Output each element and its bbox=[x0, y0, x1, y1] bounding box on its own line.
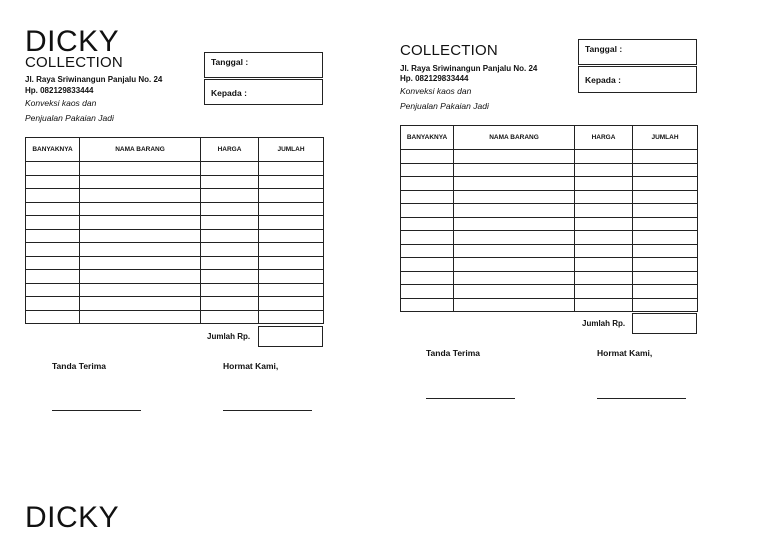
qty-cell[interactable] bbox=[401, 217, 454, 231]
table-row bbox=[401, 244, 698, 258]
amount-cell[interactable] bbox=[259, 162, 324, 176]
col-harga: HARGA bbox=[201, 138, 259, 162]
qty-cell[interactable] bbox=[26, 297, 80, 311]
item-name-cell[interactable] bbox=[80, 216, 201, 230]
price-cell[interactable] bbox=[201, 216, 259, 230]
amount-cell[interactable] bbox=[633, 204, 698, 218]
amount-cell[interactable] bbox=[259, 283, 324, 297]
jumlah-label: Jumlah Rp. bbox=[207, 332, 251, 341]
item-name-cell[interactable] bbox=[454, 244, 575, 258]
qty-cell[interactable] bbox=[401, 163, 454, 177]
store-address: Jl. Raya Sriwinangun Panjalu No. 24 bbox=[400, 64, 538, 73]
col-nama-barang: NAMA BARANG bbox=[454, 126, 575, 150]
table-row bbox=[401, 271, 698, 285]
price-cell[interactable] bbox=[575, 150, 633, 164]
table-row bbox=[401, 217, 698, 231]
qty-cell[interactable] bbox=[401, 150, 454, 164]
table-row bbox=[26, 310, 324, 324]
price-cell[interactable] bbox=[201, 297, 259, 311]
table-row bbox=[26, 175, 324, 189]
price-cell[interactable] bbox=[575, 231, 633, 245]
price-cell[interactable] bbox=[575, 298, 633, 312]
price-cell[interactable] bbox=[575, 163, 633, 177]
item-name-cell[interactable] bbox=[80, 310, 201, 324]
qty-cell[interactable] bbox=[26, 283, 80, 297]
qty-cell[interactable] bbox=[401, 271, 454, 285]
brand-subtitle: COLLECTION bbox=[400, 42, 498, 59]
qty-cell[interactable] bbox=[26, 243, 80, 257]
amount-cell[interactable] bbox=[259, 243, 324, 257]
signature-line-sender bbox=[597, 398, 686, 399]
price-cell[interactable] bbox=[575, 285, 633, 299]
price-cell[interactable] bbox=[575, 258, 633, 272]
amount-cell[interactable] bbox=[633, 271, 698, 285]
signature-line-receiver bbox=[426, 398, 515, 399]
amount-cell[interactable] bbox=[633, 150, 698, 164]
table-row bbox=[401, 150, 698, 164]
table-row bbox=[401, 177, 698, 191]
qty-cell[interactable] bbox=[26, 310, 80, 324]
qty-cell[interactable] bbox=[26, 175, 80, 189]
table-row bbox=[401, 204, 698, 218]
table-row bbox=[26, 283, 324, 297]
qty-cell[interactable] bbox=[26, 229, 80, 243]
item-name-cell[interactable] bbox=[454, 231, 575, 245]
hormat-kami-label: Hormat Kami, bbox=[223, 361, 279, 371]
table-row bbox=[26, 202, 324, 216]
jumlah-label: Jumlah Rp. bbox=[582, 319, 626, 328]
amount-cell[interactable] bbox=[633, 231, 698, 245]
col-banyaknya: BANYAKNYA bbox=[401, 126, 454, 150]
item-name-cell[interactable] bbox=[80, 270, 201, 284]
amount-cell[interactable] bbox=[259, 310, 324, 324]
qty-cell[interactable] bbox=[26, 202, 80, 216]
amount-cell[interactable] bbox=[259, 229, 324, 243]
price-cell[interactable] bbox=[575, 271, 633, 285]
amount-cell[interactable] bbox=[633, 298, 698, 312]
item-name-cell[interactable] bbox=[80, 229, 201, 243]
qty-cell[interactable] bbox=[26, 162, 80, 176]
item-name-cell[interactable] bbox=[454, 217, 575, 231]
table-row bbox=[401, 163, 698, 177]
price-cell[interactable] bbox=[575, 244, 633, 258]
price-cell[interactable] bbox=[201, 283, 259, 297]
qty-cell[interactable] bbox=[401, 190, 454, 204]
item-name-cell[interactable] bbox=[454, 285, 575, 299]
tanggal-label: Tanggal : bbox=[211, 57, 249, 67]
qty-cell[interactable] bbox=[401, 298, 454, 312]
jumlah-total-field[interactable] bbox=[632, 313, 697, 334]
item-name-cell[interactable] bbox=[80, 243, 201, 257]
item-name-cell[interactable] bbox=[454, 298, 575, 312]
price-cell[interactable] bbox=[201, 270, 259, 284]
store-desc-1: Konveksi kaos dan bbox=[25, 98, 97, 108]
price-cell[interactable] bbox=[201, 243, 259, 257]
item-name-cell[interactable] bbox=[454, 258, 575, 272]
table-row bbox=[26, 270, 324, 284]
col-banyaknya: BANYAKNYA bbox=[26, 138, 80, 162]
item-name-cell[interactable] bbox=[80, 189, 201, 203]
price-cell[interactable] bbox=[201, 162, 259, 176]
price-cell[interactable] bbox=[575, 190, 633, 204]
item-name-cell[interactable] bbox=[454, 271, 575, 285]
table-row bbox=[26, 243, 324, 257]
brand-subtitle: COLLECTION bbox=[25, 54, 123, 71]
kepada-field[interactable] bbox=[578, 66, 697, 93]
amount-cell[interactable] bbox=[259, 297, 324, 311]
table-row bbox=[401, 298, 698, 312]
qty-cell[interactable] bbox=[401, 258, 454, 272]
table-row bbox=[26, 189, 324, 203]
table-row bbox=[26, 256, 324, 270]
price-cell[interactable] bbox=[575, 217, 633, 231]
item-name-cell[interactable] bbox=[80, 162, 201, 176]
price-cell[interactable] bbox=[575, 204, 633, 218]
kepada-label: Kepada : bbox=[211, 88, 247, 98]
table-row bbox=[401, 258, 698, 272]
item-name-cell[interactable] bbox=[80, 297, 201, 311]
qty-cell[interactable] bbox=[26, 216, 80, 230]
amount-cell[interactable] bbox=[633, 217, 698, 231]
item-name-cell[interactable] bbox=[454, 150, 575, 164]
store-desc-1: Konveksi kaos dan bbox=[400, 86, 472, 96]
col-jumlah: JUMLAH bbox=[259, 138, 324, 162]
table-row bbox=[26, 297, 324, 311]
col-nama-barang: NAMA BARANG bbox=[80, 138, 201, 162]
col-jumlah: JUMLAH bbox=[633, 126, 698, 150]
amount-cell[interactable] bbox=[259, 216, 324, 230]
qty-cell[interactable] bbox=[26, 270, 80, 284]
brand-logo: DICKY bbox=[25, 501, 120, 534]
item-name-cell[interactable] bbox=[80, 256, 201, 270]
amount-cell[interactable] bbox=[259, 189, 324, 203]
price-cell[interactable] bbox=[575, 177, 633, 191]
tanggal-field[interactable] bbox=[578, 39, 697, 65]
store-desc-2: Penjualan Pakaian Jadi bbox=[25, 113, 114, 123]
qty-cell[interactable] bbox=[401, 177, 454, 191]
table-row bbox=[401, 285, 698, 299]
price-cell[interactable] bbox=[201, 175, 259, 189]
qty-cell[interactable] bbox=[401, 204, 454, 218]
item-name-cell[interactable] bbox=[454, 163, 575, 177]
price-cell[interactable] bbox=[201, 256, 259, 270]
tanggal-label: Tanggal : bbox=[585, 44, 623, 54]
amount-cell[interactable] bbox=[259, 202, 324, 216]
amount-cell[interactable] bbox=[259, 270, 324, 284]
qty-cell[interactable] bbox=[401, 285, 454, 299]
price-cell[interactable] bbox=[201, 189, 259, 203]
items-table bbox=[400, 125, 698, 312]
item-name-cell[interactable] bbox=[454, 190, 575, 204]
tanda-terima-label: Tanda Terima bbox=[426, 348, 481, 358]
table-row bbox=[401, 190, 698, 204]
table-row bbox=[26, 162, 324, 176]
items-table bbox=[25, 137, 324, 324]
price-cell[interactable] bbox=[201, 310, 259, 324]
item-name-cell[interactable] bbox=[80, 283, 201, 297]
table-row bbox=[26, 229, 324, 243]
store-desc-2: Penjualan Pakaian Jadi bbox=[400, 101, 489, 111]
qty-cell[interactable] bbox=[401, 231, 454, 245]
signature-line-sender bbox=[223, 410, 312, 411]
amount-cell[interactable] bbox=[259, 256, 324, 270]
qty-cell[interactable] bbox=[26, 256, 80, 270]
kepada-label: Kepada : bbox=[585, 75, 621, 85]
table-row bbox=[26, 216, 324, 230]
store-phone: Hp. 082129833444 bbox=[25, 86, 94, 95]
item-name-cell[interactable] bbox=[454, 204, 575, 218]
jumlah-total-field[interactable] bbox=[258, 326, 323, 347]
item-name-cell[interactable] bbox=[80, 202, 201, 216]
price-cell[interactable] bbox=[201, 229, 259, 243]
brand-logo: DICKY bbox=[25, 25, 120, 58]
signature-line-receiver bbox=[52, 410, 141, 411]
store-address: Jl. Raya Sriwinangun Panjalu No. 24 bbox=[25, 75, 163, 84]
amount-cell[interactable] bbox=[633, 190, 698, 204]
amount-cell[interactable] bbox=[633, 258, 698, 272]
hormat-kami-label: Hormat Kami, bbox=[597, 348, 653, 358]
tanda-terima-label: Tanda Terima bbox=[52, 361, 107, 371]
amount-cell[interactable] bbox=[633, 244, 698, 258]
amount-cell[interactable] bbox=[259, 175, 324, 189]
item-name-cell[interactable] bbox=[80, 175, 201, 189]
store-phone: Hp. 082129833444 bbox=[400, 74, 469, 83]
tanggal-field[interactable] bbox=[204, 52, 323, 78]
qty-cell[interactable] bbox=[26, 189, 80, 203]
amount-cell[interactable] bbox=[633, 163, 698, 177]
col-harga: HARGA bbox=[575, 126, 633, 150]
price-cell[interactable] bbox=[201, 202, 259, 216]
amount-cell[interactable] bbox=[633, 285, 698, 299]
kepada-field[interactable] bbox=[204, 79, 323, 105]
qty-cell[interactable] bbox=[401, 244, 454, 258]
item-name-cell[interactable] bbox=[454, 177, 575, 191]
amount-cell[interactable] bbox=[633, 177, 698, 191]
table-row bbox=[401, 231, 698, 245]
